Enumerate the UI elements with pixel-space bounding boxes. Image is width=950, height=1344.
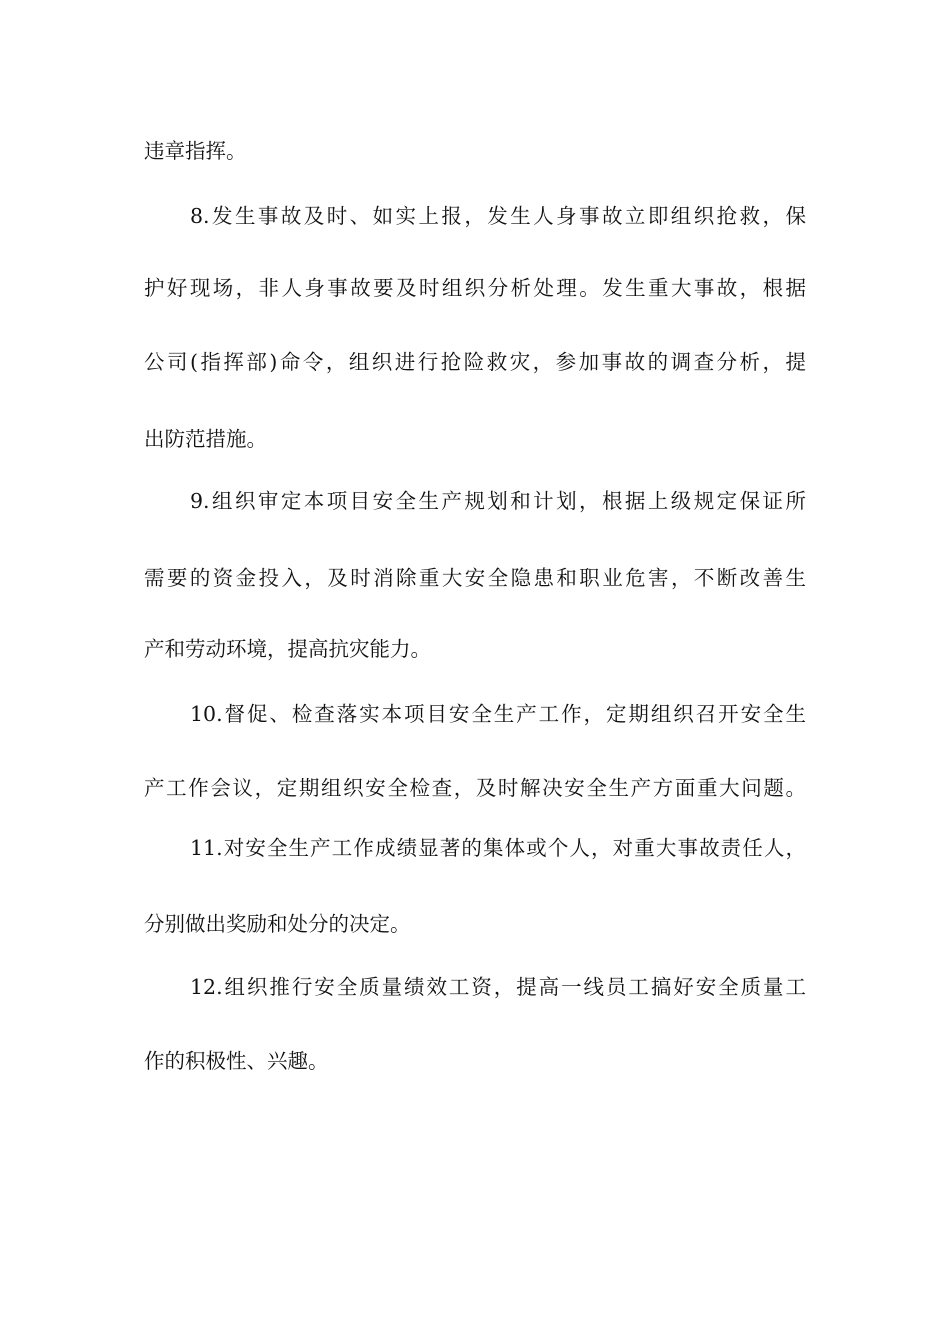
paragraph-9-line-3: 产和劳动环境，提高抗灾能力。 [144,637,431,661]
paragraph-10-line-1: 10.督促、检查落实本项目安全生产工作，定期组织召开安全生 [190,702,806,726]
paragraph-10-line-2: 产工作会议，定期组织安全检查，及时解决安全生产方面重大问题。 [144,776,806,800]
paragraph-8-line-4: 出防范措施。 [144,427,267,451]
paragraph-9-line-1: 9.组织审定本项目安全生产规划和计划，根据上级规定保证所 [190,489,806,513]
paragraph-8-line-3: 公司(指挥部)命令，组织进行抢险救灾，参加事故的调查分析，提 [144,350,806,374]
paragraph-9-line-2: 需要的资金投入，及时消除重大安全隐患和职业危害，不断改善生 [144,566,806,590]
text-line: 违章指挥。 [144,139,247,163]
paragraph-8-line-1: 8.发生事故及时、如实上报，发生人身事故立即组织抢救，保 [190,204,806,228]
paragraph-11-line-2: 分别做出奖励和处分的决定。 [144,912,411,936]
paragraph-8-line-2: 护好现场，非人身事故要及时组织分析处理。发生重大事故，根据 [144,276,806,300]
paragraph-12-line-2: 作的积极性、兴趣。 [144,1049,329,1073]
paragraph-11-line-1: 11.对安全生产工作成绩显著的集体或个人，对重大事故责任人， [190,836,806,860]
paragraph-12-line-1: 12.组织推行安全质量绩效工资，提高一线员工搞好安全质量工 [190,975,806,999]
